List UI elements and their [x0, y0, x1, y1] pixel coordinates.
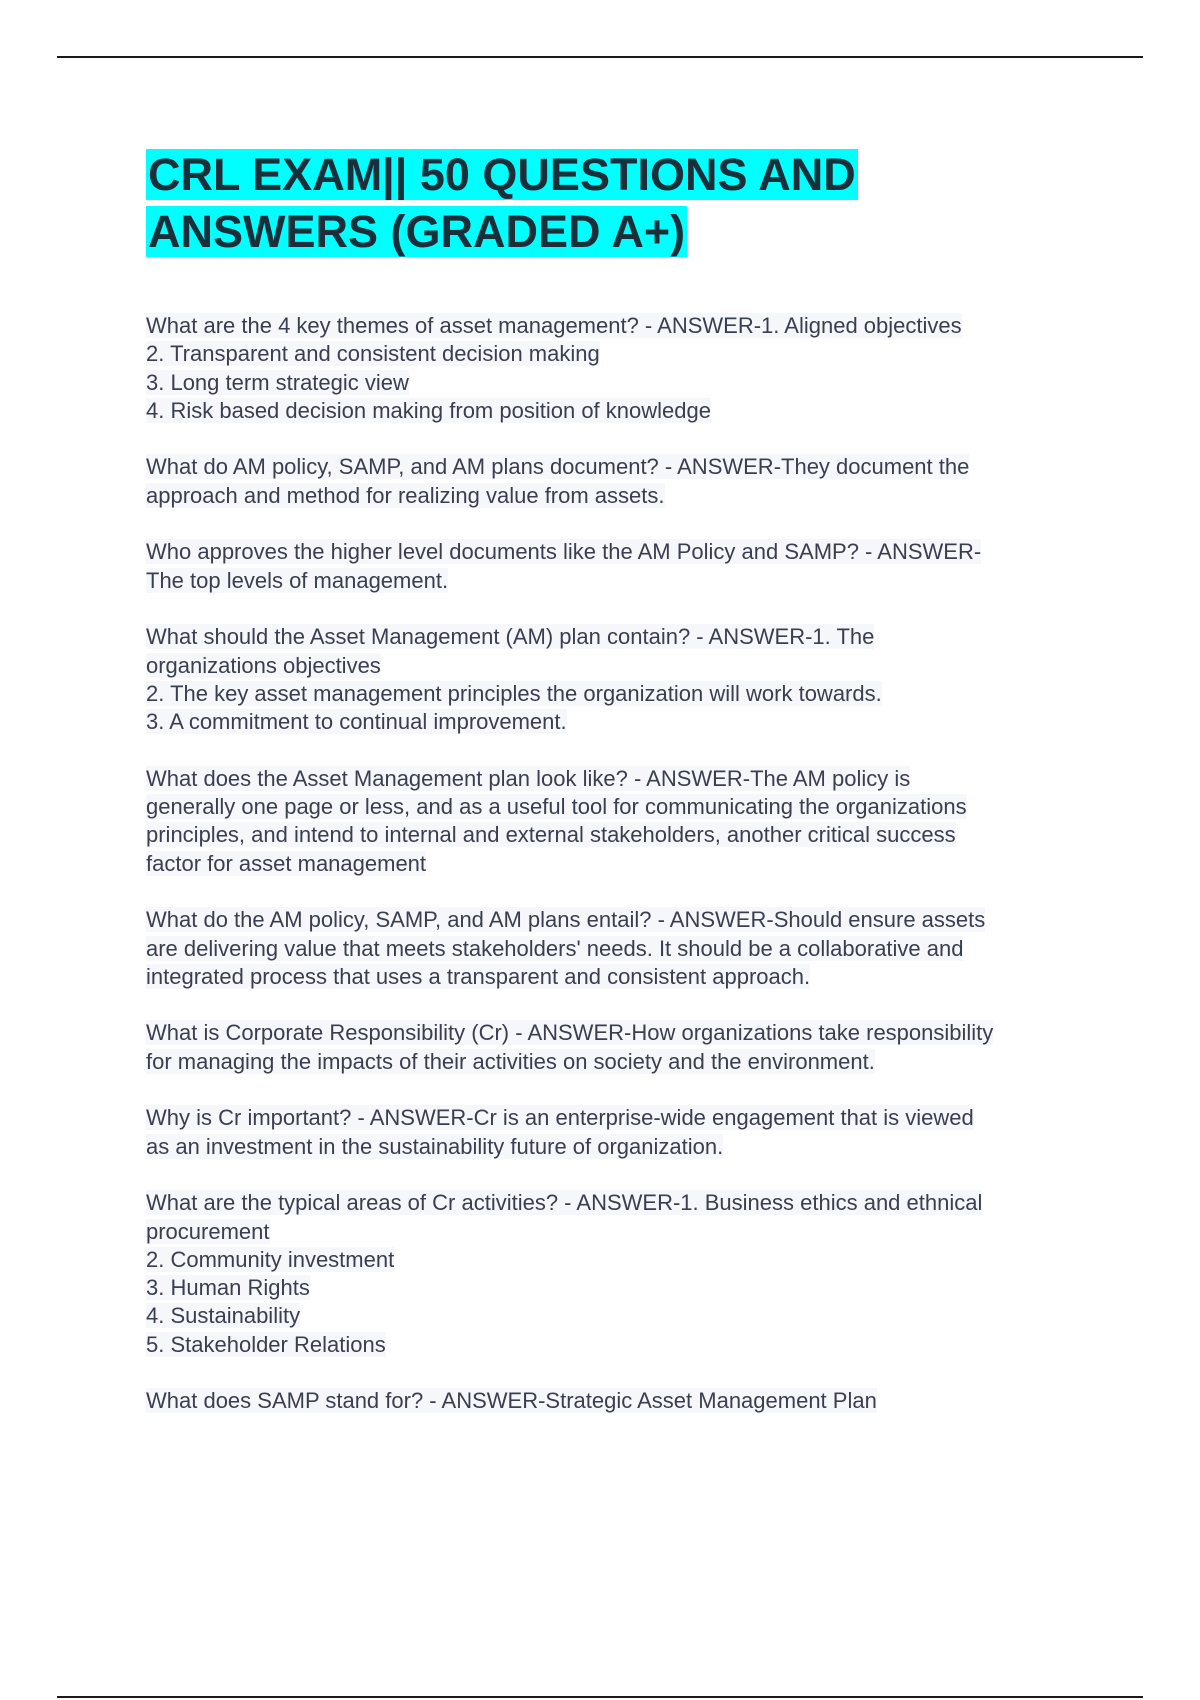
qa-item	[146, 906, 1086, 991]
qa-line: procurement	[146, 1218, 270, 1244]
qa-line: What do AM policy, SAMP, and AM plans document? - ANSWER-They document the	[146, 454, 970, 480]
qa-list	[146, 312, 1086, 1444]
qa-line: organizations objectives	[146, 652, 381, 678]
qa-line: 3. Human Rights	[146, 1275, 310, 1301]
qa-line: Who approves the higher level documents like the AM Policy and SAMP? - ANSWER-	[146, 539, 982, 565]
qa-line: Why is Cr important? - ANSWER-Cr is an enterprise-wide engagement that is viewed	[146, 1105, 974, 1131]
qa-line: integrated process that uses a transparent and consistent approach.	[146, 963, 811, 989]
qa-line: What are the typical areas of Cr activities? - ANSWER-1. Business ethics and ethnical	[146, 1190, 983, 1216]
qa-line: generally one page or less, and as a useful tool for communicating the organizations	[146, 794, 967, 820]
qa-item	[146, 538, 1086, 595]
top-divider	[57, 56, 1143, 58]
title-line-1: CRL EXAM|| 50 QUESTIONS AND	[148, 149, 856, 200]
qa-line: principles, and intend to internal and external stakeholders, another critical success	[146, 822, 956, 848]
qa-line: approach and method for realizing value from assets.	[146, 482, 665, 508]
qa-line: 2. Community investment	[146, 1246, 395, 1272]
qa-line: 2. The key asset management principles the organization will work towards.	[146, 680, 882, 706]
qa-line: are delivering value that meets stakeholders' needs. It should be a collaborative and	[146, 935, 964, 961]
qa-line: 4. Sustainability	[146, 1303, 301, 1329]
qa-item	[146, 1019, 1086, 1076]
qa-item	[146, 623, 1086, 736]
document-title	[146, 146, 1086, 260]
qa-line: The top levels of management.	[146, 567, 449, 593]
qa-line: 3. A commitment to continual improvement.	[146, 709, 567, 735]
qa-line: 3. Long term strategic view	[146, 369, 409, 395]
bottom-divider	[57, 1696, 1143, 1698]
qa-line: 4. Risk based decision making from position of knowledge	[146, 397, 711, 423]
qa-line: 5. Stakeholder Relations	[146, 1331, 386, 1357]
qa-line: What is Corporate Responsibility (Cr) - ANSWER-How organizations take responsibility	[146, 1020, 994, 1046]
qa-line: What does SAMP stand for? - ANSWER-Strategic Asset Management Plan	[146, 1388, 877, 1414]
qa-line: What does the Asset Management plan look like? - ANSWER-The AM policy is	[146, 765, 911, 791]
qa-item	[146, 453, 1086, 510]
qa-line: 2. Transparent and consistent decision making	[146, 341, 600, 367]
qa-item	[146, 1387, 1086, 1415]
qa-item	[146, 765, 1086, 878]
qa-line: What do the AM policy, SAMP, and AM plans entail? - ANSWER-Should ensure assets	[146, 907, 986, 933]
qa-line: factor for asset management	[146, 850, 427, 876]
qa-line: What are the 4 key themes of asset management? - ANSWER-1. Aligned objectives	[146, 313, 962, 338]
qa-line: as an investment in the sustainability future of organization.	[146, 1133, 724, 1159]
qa-item	[146, 1189, 1086, 1359]
qa-line: What should the Asset Management (AM) plan contain? - ANSWER-1. The	[146, 624, 875, 650]
title-line-2: ANSWERS (GRADED A+)	[148, 206, 686, 257]
qa-item	[146, 1104, 1086, 1161]
qa-item	[146, 312, 1086, 425]
qa-line: for managing the impacts of their activities on society and the environment.	[146, 1048, 875, 1074]
